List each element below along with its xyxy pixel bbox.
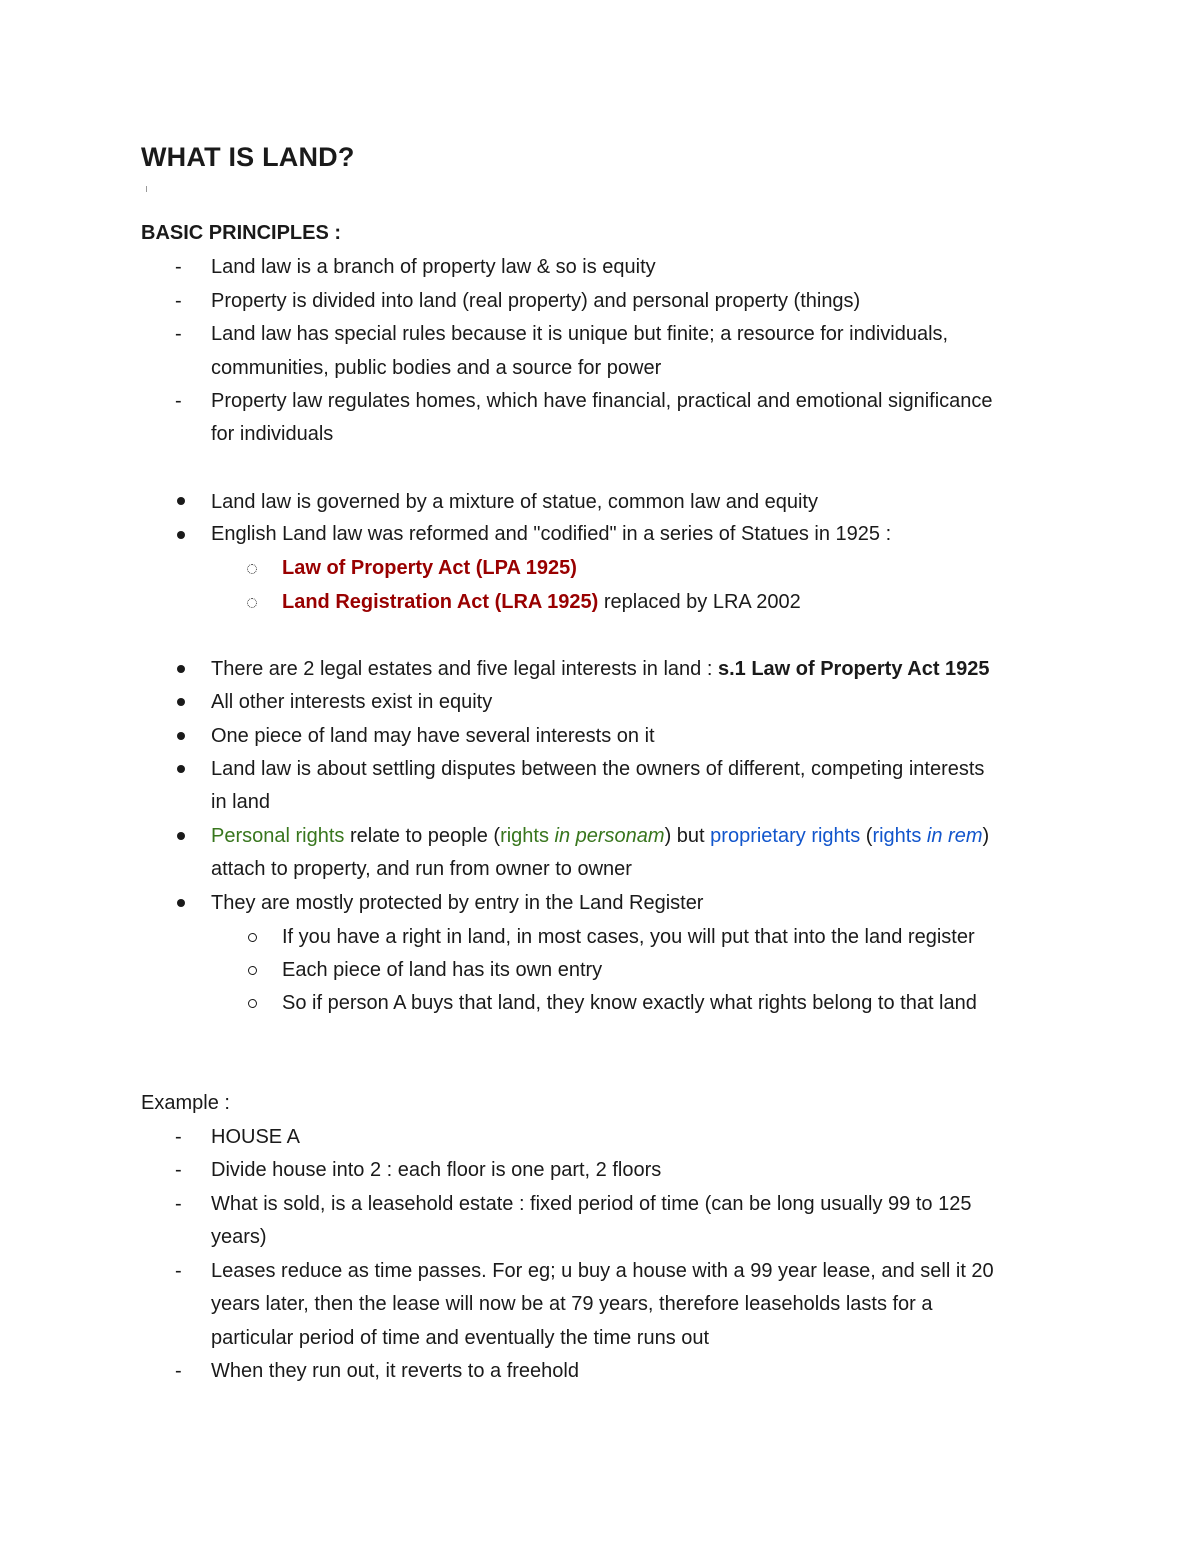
dash-marker: - xyxy=(175,323,182,345)
sub-bullet-icon xyxy=(248,999,257,1008)
sub-bullet-icon xyxy=(248,966,257,975)
dash-marker: - xyxy=(175,1159,182,1181)
basic-principles-heading: BASIC PRINCIPLES : xyxy=(141,222,342,244)
bullet-icon xyxy=(177,765,185,773)
legal-estates-text: There are 2 legal estates and five legal interests in land : xyxy=(211,658,718,680)
list-item: Property is divided into land (real property) and personal property (things) xyxy=(211,290,861,312)
statute-lpa: Law of Property Act (LPA 1925) xyxy=(282,557,577,579)
statute-lra: Land Registration Act (LRA 1925) xyxy=(282,591,599,613)
list-item-continuation: for individuals xyxy=(211,423,334,445)
list-item: All other interests exist in equity xyxy=(211,691,493,713)
legal-estates-citation: s.1 Law of Property Act 1925 xyxy=(717,658,990,680)
list-item: HOUSE A xyxy=(211,1126,300,1148)
list-item: Land law is a branch of property law & so is equity xyxy=(211,256,656,278)
list-item: When they run out, it reverts to a freehold xyxy=(211,1360,579,1382)
text-run: ) but xyxy=(664,825,711,847)
list-item: Leases reduce as time passes. For eg; u buy a house with a 99 year lease, and sell it 20 xyxy=(211,1260,994,1282)
proprietary-rights-term: proprietary rights xyxy=(710,825,861,847)
list-item xyxy=(211,824,989,848)
list-item-continuation: years) xyxy=(211,1226,267,1248)
example-heading: Example : xyxy=(141,1092,230,1114)
bullet-icon xyxy=(177,497,185,505)
statute-lra-suffix: replaced by LRA 2002 xyxy=(598,591,801,613)
dash-marker: - xyxy=(175,290,182,312)
bullet-icon xyxy=(177,665,185,673)
cursor-mark xyxy=(146,186,147,192)
list-item: Property law regulates homes, which have financial, practical and emotional significance xyxy=(211,390,993,412)
list-item: One piece of land may have several interests on it xyxy=(211,725,655,747)
list-item: Divide house into 2 : each floor is one part, 2 floors xyxy=(211,1159,662,1181)
bullet-icon xyxy=(177,899,185,907)
dash-marker: - xyxy=(175,390,182,412)
dash-marker: - xyxy=(175,1260,182,1282)
dash-marker: - xyxy=(175,256,182,278)
sub-bullet-icon xyxy=(248,933,257,942)
bullet-icon xyxy=(177,531,185,539)
page-title: WHAT IS LAND? xyxy=(141,142,355,172)
list-item-continuation: attach to property, and run from owner to owner xyxy=(211,858,632,880)
rights-label: rights xyxy=(872,825,927,847)
text-run: relate to people ( xyxy=(344,825,501,847)
sub-bullet-icon xyxy=(247,564,257,574)
sub-bullet-icon xyxy=(247,598,257,608)
list-item: Land law is about settling disputes between the owners of different, competing interests xyxy=(211,758,985,780)
in-personam-term: in personam xyxy=(554,825,665,847)
list-item-continuation: years later, then the lease will now be at 79 years, therefore leaseholds lasts for a xyxy=(211,1293,933,1315)
list-item-continuation: communities, public bodies and a source for power xyxy=(211,357,662,379)
list-item: What is sold, is a leasehold estate : fixed period of time (can be long usually 99 to 125 xyxy=(211,1193,972,1215)
list-item-continuation: particular period of time and eventually the time runs out xyxy=(211,1327,710,1349)
list-item: They are mostly protected by entry in the Land Register xyxy=(211,892,704,914)
list-item: Land law is governed by a mixture of statue, common law and equity xyxy=(211,491,818,513)
dash-marker: - xyxy=(175,1126,182,1148)
bullet-icon xyxy=(177,832,185,840)
list-item-continuation: in land xyxy=(211,791,270,813)
sub-list-item: If you have a right in land, in most cases, you will put that into the land register xyxy=(282,926,975,948)
list-item: Land law has special rules because it is unique but finite; a resource for individuals, xyxy=(211,323,949,345)
dash-marker: - xyxy=(175,1360,182,1382)
bullet-icon xyxy=(177,732,185,740)
dash-marker: - xyxy=(175,1193,182,1215)
list-item: English Land law was reformed and "codified" in a series of Statues in 1925 : xyxy=(211,523,892,545)
rights-label: rights xyxy=(500,825,555,847)
list-item xyxy=(211,657,990,681)
statute-lra-line xyxy=(282,590,801,614)
sub-list-item: So if person A buys that land, they know exactly what rights belong to that land xyxy=(282,992,977,1014)
in-rem-term: in rem xyxy=(926,825,983,847)
sub-list-item: Each piece of land has its own entry xyxy=(282,959,603,981)
text-run: ) xyxy=(982,825,990,847)
personal-rights-term: Personal rights xyxy=(211,825,345,847)
bullet-icon xyxy=(177,698,185,706)
text-run: ( xyxy=(860,825,873,847)
